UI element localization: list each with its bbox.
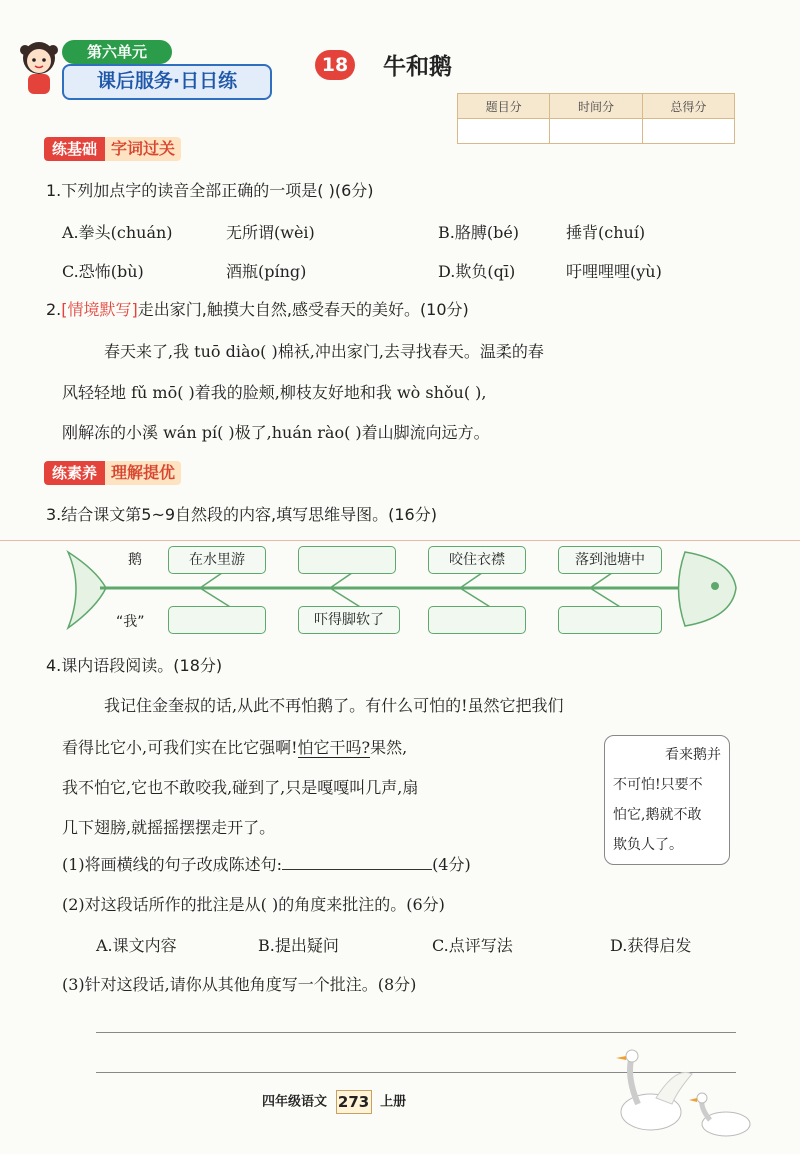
fish-tail-shape: [68, 552, 106, 628]
geese-illustration-icon: [596, 1046, 776, 1146]
score-cell-question[interactable]: [458, 119, 550, 144]
q4-passage-line-2a: 看得比它小,可我们实在比它强啊!: [62, 738, 298, 757]
q1-option-b1: B.胳膊(bé): [438, 223, 520, 242]
q2-tag: [情境默写]: [61, 300, 138, 319]
section-basic-header: [44, 137, 181, 161]
q4-sub3: (3)针对这段话,请你从其他角度写一个批注。(8分): [62, 975, 417, 994]
q4-sub2-option-b: B.提出疑问: [258, 936, 339, 955]
q1-option-c2: 酒瓶(píng): [226, 262, 307, 281]
q4-sub2-option-d: D.获得启发: [610, 936, 692, 955]
q4-sub1-answer-blank[interactable]: [282, 869, 432, 870]
score-header-total: 总得分: [642, 94, 734, 119]
section-basic-title: 字词过关: [105, 137, 181, 161]
q3-stem: 3.结合课文第5~9自然段的内容,填写思维导图。(16分): [46, 505, 437, 524]
page-number: 273: [336, 1090, 372, 1114]
fish-head-shape: [679, 552, 737, 626]
q4-sub1-line: [62, 853, 471, 877]
q4-underlined-sentence: 怕它干吗?: [297, 738, 371, 757]
score-header-time: 时间分: [550, 94, 642, 119]
section-basic-label: 练基础: [44, 137, 105, 161]
girl-mascot-icon: [16, 36, 62, 96]
fishbone-bottom-label: “我”: [116, 614, 145, 630]
q1-option-a1: A.拳头(chuán): [62, 223, 173, 242]
q2-line-2: 风轻轻地 fǔ mō( )着我的脸颊,柳枝友好地和我 wò shǒu( ),: [62, 383, 487, 402]
fishbone-bottom-box-4[interactable]: [558, 606, 662, 634]
q2-line-1: 春天来了,我 tuō diào( )棉袄,冲出家门,去寻找春天。温柔的春: [104, 342, 544, 361]
fishbone-top-box-3: 咬住衣襟: [428, 546, 526, 574]
q4-stem: 4.课内语段阅读。(18分): [46, 656, 223, 675]
page-footer: [262, 1090, 406, 1114]
q4-passage-line-1: 我记住金奎叔的话,从此不再怕鹅了。有什么可怕的!虽然它把我们: [104, 696, 564, 715]
series-title: 课后服务·日日练: [62, 64, 272, 100]
q4-sub2-option-a: A.课文内容: [96, 936, 177, 955]
annotation-box: [604, 735, 730, 865]
q4-sub1-score: (4分): [432, 855, 471, 874]
fishbone-bottom-box-3[interactable]: [428, 606, 526, 634]
q4-passage-line-2b: 果然,: [370, 738, 408, 757]
q2-stem-line: [46, 298, 469, 322]
section-advanced-title: 理解提优: [105, 461, 181, 485]
annotation-line-1: 看来鹅并: [665, 747, 721, 763]
q1-stem: 1.下列加点字的读音全部正确的一项是( )(6分): [46, 181, 374, 200]
fishbone-top-box-1: 在水里游: [168, 546, 266, 574]
section-advanced-header: [44, 461, 181, 485]
q4-passage-line-2: [62, 735, 407, 758]
unit-tag: 第六单元: [62, 40, 172, 64]
score-cell-time[interactable]: [550, 119, 642, 144]
q1-option-d2: 吁哩哩哩(yù): [566, 262, 662, 281]
fishbone-top-box-2[interactable]: [298, 546, 396, 574]
q4-passage-line-4: 几下翅膀,就摇摇摆摆走开了。: [62, 818, 276, 837]
score-header-question: 题目分: [458, 94, 550, 119]
q1-option-c1: C.恐怖(bù): [62, 262, 144, 281]
annotation-line-2: 不可怕!只要不: [613, 777, 703, 793]
q2-prefix: 2.: [46, 300, 62, 319]
q1-option-b2: 捶背(chuí): [566, 223, 646, 242]
footer-grade-subject: 四年级语文: [262, 1094, 328, 1110]
answer-line-1[interactable]: [96, 1032, 736, 1033]
fish-eye: [711, 582, 719, 590]
annotation-line-4: 欺负人了。: [613, 837, 683, 853]
q1-option-a2: 无所谓(wèi): [226, 223, 315, 242]
annotation-line-3: 怕它,鹅就不敢: [613, 807, 702, 823]
q4-sub2: (2)对这段话所作的批注是从( )的角度来批注的。(6分): [62, 895, 445, 914]
score-table: [457, 93, 735, 144]
lesson-title: 牛和鹅: [383, 54, 452, 80]
q1-option-d1: D.欺负(qī): [438, 262, 516, 281]
lesson-number: 18: [315, 50, 355, 80]
section-advanced-label: 练素养: [44, 461, 105, 485]
fishbone-bottom-box-1[interactable]: [168, 606, 266, 634]
fishbone-top-box-4: 落到池塘中: [558, 546, 662, 574]
fishbone-top-label: 鹅: [128, 552, 142, 568]
fishbone-bottom-box-2: 吓得脚软了: [298, 606, 400, 634]
q2-line-3: 刚解冻的小溪 wán pí( )极了,huán rào( )着山脚流向远方。: [62, 423, 490, 442]
q4-sub2-option-c: C.点评写法: [432, 936, 513, 955]
q4-sub1: (1)将画横线的句子改成陈述句:: [62, 855, 283, 874]
score-cell-total[interactable]: [642, 119, 734, 144]
footer-volume: 上册: [380, 1094, 407, 1110]
q4-passage-line-3: 我不怕它,它也不敢咬我,碰到了,只是嘎嘎叫几声,扇: [62, 778, 419, 797]
q2-stem: 走出家门,触摸大自然,感受春天的美好。(10分): [137, 300, 469, 319]
